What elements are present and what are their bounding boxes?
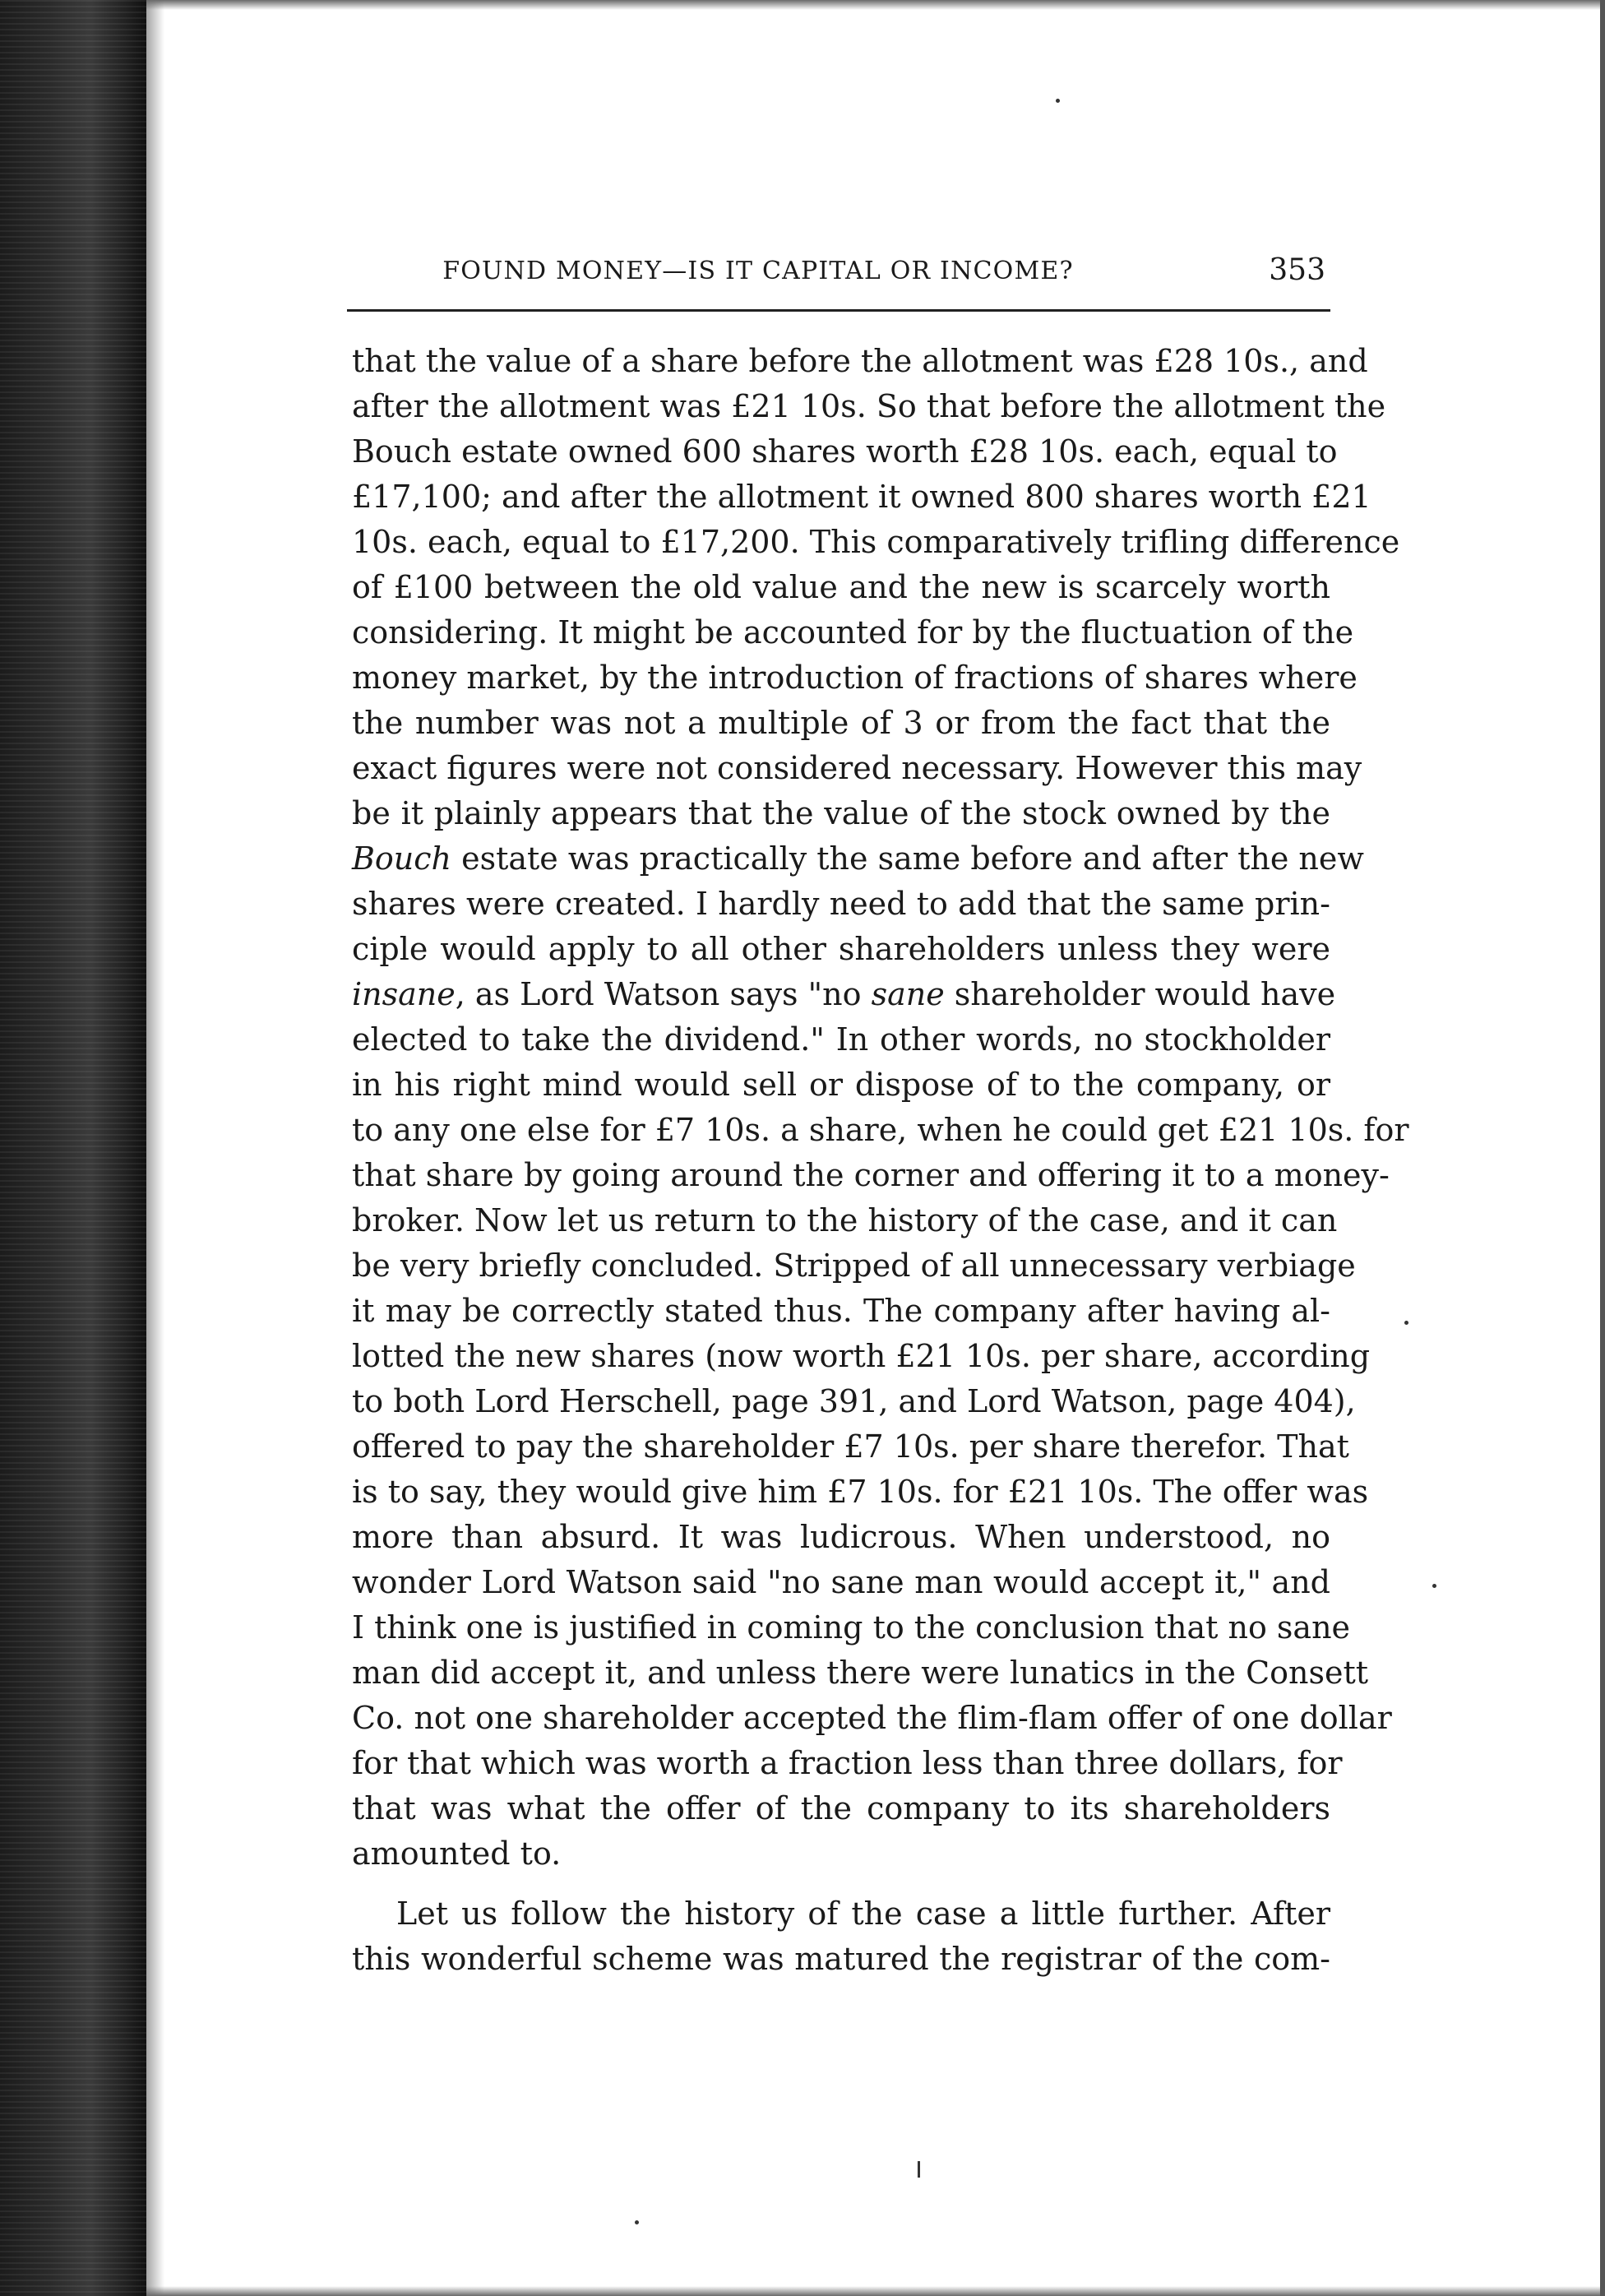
- text-line: broker. Now let us return to the history of the case, and it can: [352, 1202, 1338, 1238]
- text-line: that was what the offer of the company to its shareholders: [352, 1790, 1330, 1826]
- running-head-title: FOUND MONEY—IS IT CAPITAL OR INCOME?: [442, 257, 1074, 285]
- text-line: in his right mind would sell or dispose of to the company, or: [352, 1067, 1330, 1103]
- text-line: be very briefly concluded. Stripped of all unnecessary verbiage: [352, 1248, 1356, 1284]
- scan-speck: [1404, 1321, 1408, 1325]
- text-segment: shareholder would have: [944, 976, 1336, 1012]
- italic-word: Bouch: [352, 840, 452, 877]
- text-line: this wonderful scheme was matured the registrar of the com-: [352, 1941, 1330, 1977]
- text-line: it may be correctly stated thus. The company after having al-: [352, 1293, 1330, 1329]
- text-line: Let us follow the history of the case a little further. After: [396, 1896, 1330, 1932]
- page-top-edge: [146, 0, 1605, 10]
- text-line: [352, 972, 1336, 1017]
- text-line: man did accept it, and unless there were lunatics in the Consett: [352, 1655, 1369, 1691]
- text-line: money market, by the introduction of fractions of shares where: [352, 660, 1358, 696]
- text-line: 10s. each, equal to £17,200. This comparatively trifling difference: [352, 524, 1400, 560]
- text-line: wonder Lord Watson said "no sane man would accept it," and: [352, 1564, 1330, 1600]
- scan-speck: [1432, 1584, 1436, 1588]
- page-bottom-edge: [146, 2286, 1605, 2296]
- text-line: exact figures were not considered necessary. However this may: [352, 750, 1362, 786]
- text-line: more than absurd. It was ludicrous. When understood, no: [352, 1519, 1330, 1555]
- text-line: that the value of a share before the allotment was £28 10s., and: [352, 343, 1368, 379]
- body-text: [352, 339, 1409, 1982]
- text-line: [352, 836, 1364, 882]
- italic-word: sane: [871, 976, 945, 1012]
- page-right-edge: [1600, 0, 1605, 2296]
- text-line: offered to pay the shareholder £7 10s. per share therefor. That: [352, 1428, 1349, 1465]
- text-line: amounted to.: [352, 1835, 562, 1872]
- running-head: [347, 250, 1330, 299]
- header-rule: [347, 309, 1330, 312]
- text-line: be it plainly appears that the value of the stock owned by the: [352, 795, 1330, 831]
- text-line: Co. not one shareholder accepted the flim-flam offer of one dollar: [352, 1700, 1392, 1736]
- text-line: considering. It might be accounted for by the fluctuation of the: [352, 614, 1354, 650]
- text-segment: , as Lord Watson says "no: [455, 976, 872, 1012]
- text-line: the number was not a multiple of 3 or from the fact that the: [352, 705, 1330, 741]
- text-line: to any one else for £7 10s. a share, when he could get £21 10s. for: [352, 1112, 1409, 1148]
- italic-word: insane: [352, 976, 456, 1012]
- scan-speck: [635, 2220, 639, 2224]
- text-line: £17,100; and after the allotment it owned 800 shares worth £21: [352, 479, 1371, 515]
- text-line: that share by going around the corner and offering it to a money-: [352, 1157, 1390, 1193]
- text-line: of £100 between the old value and the new is scarcely worth: [352, 569, 1330, 605]
- text-line: I think one is justified in coming to the conclusion that no sane: [352, 1609, 1351, 1646]
- scan-speck: [1056, 99, 1060, 103]
- page-number: 353: [1269, 253, 1325, 287]
- text-line: Bouch estate owned 600 shares worth £28 10s. each, equal to: [352, 433, 1338, 470]
- text-line: for that which was worth a fraction less than three dollars, for: [352, 1745, 1343, 1781]
- text-line: shares were created. I hardly need to add that the same prin-: [352, 886, 1330, 922]
- text-line: after the allotment was £21 10s. So that before the allotment the: [352, 388, 1386, 424]
- gutter-shadow: [146, 0, 164, 2296]
- text-line: elected to take the dividend." In other words, no stockholder: [352, 1021, 1330, 1058]
- book-spine-edge: [0, 0, 146, 2296]
- text-line: lotted the new shares (now worth £21 10s. per share, according: [352, 1338, 1371, 1374]
- text-line: is to say, they would give him £7 10s. for £21 10s. The offer was: [352, 1474, 1369, 1510]
- text-line: to both Lord Herschell, page 391, and Lord Watson, page 404),: [352, 1383, 1356, 1419]
- text-segment: estate was practically the same before and after the new: [451, 840, 1364, 877]
- paragraph-gap: [352, 1877, 1330, 1891]
- text-line: ciple would apply to all other shareholders unless they were: [352, 931, 1330, 967]
- footer-mark: [918, 2161, 920, 2178]
